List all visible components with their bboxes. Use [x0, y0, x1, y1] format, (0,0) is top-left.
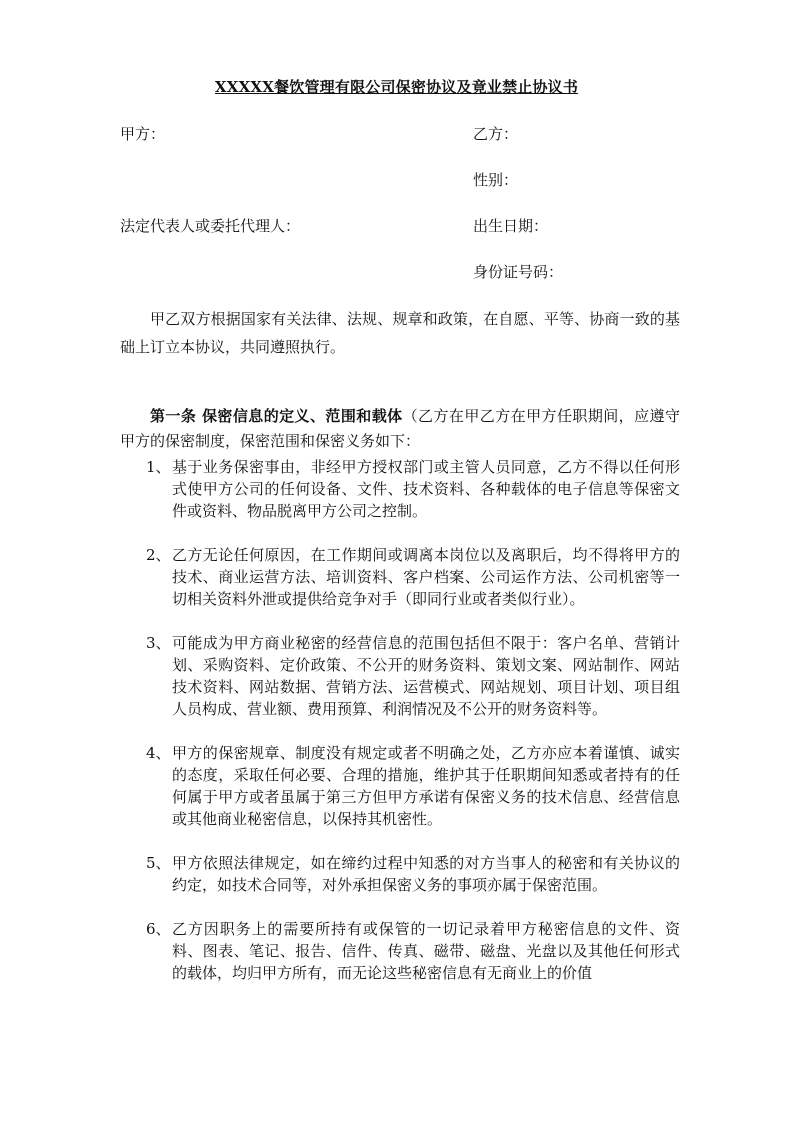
item-number: 4、	[146, 744, 171, 762]
list-item	[146, 632, 680, 720]
party-a-label: 甲方：	[120, 125, 166, 143]
article-1-heading	[120, 404, 680, 454]
intro-paragraph: 甲乙双方根据国家有关法律、法规、规章和政策，在自愿、平等、协商一致的基础上订立本协议，共同遵照执行。	[120, 310, 680, 356]
item-text: 甲方依照法律规定，如在缔约过程中知悉的对方当事人的秘密和有关协议的约定，如技术合同等，对外承担保密义务的事项亦属于保密范围。	[172, 854, 680, 894]
id-number-label: 身份证号码：	[473, 263, 564, 281]
party-b-label: 乙方：	[473, 125, 519, 143]
list-item	[146, 852, 680, 896]
gender-label: 性别：	[473, 171, 519, 189]
legal-representative-label: 法定代表人或委托代理人：	[120, 217, 301, 235]
article-1-title: 第一条 保密信息的定义、范围和载体	[150, 407, 403, 425]
article-1-note: （乙方在甲乙方在甲方任职期间，应遵守甲方的保密制度，保密范围和保密义务如下：	[120, 407, 680, 450]
list-item	[146, 742, 680, 830]
item-text: 乙方因职务上的需要所持有或保管的一切记录着甲方秘密信息的文件、资料、图表、笔记、报告、信件、传真、磁带、磁盘、光盘以及其他任何形式的载体，均归甲方所有，而无论这些秘密信息有无商业上的价值	[172, 920, 680, 982]
list-item	[146, 456, 680, 522]
item-text: 甲方的保密规章、制度没有规定或者不明确之处，乙方亦应本着谨慎、诚实的态度，采取任何必要、合理的措施，维护其于任职期间知悉或者持有的任何属于甲方或者虽属于第三方但甲方承诺有保密义务的技术信息、经营信息或其他商业秘密信息，以保持其机密性。	[172, 744, 680, 828]
item-number: 3、	[146, 634, 171, 652]
article-1-items	[146, 456, 680, 1006]
list-item	[146, 544, 680, 610]
item-text: 可能成为甲方商业秘密的经营信息的范围包括但不限于：客户名单、营销计划、采购资料、定价政策、不公开的财务资料、策划文案、网站制作、网站技术资料、网站数据、营销方法、运营模式、网站规划、项目计划、项目组人员构成、营业额、费用预算、利润情况及不公开的财务资料等。	[172, 634, 680, 718]
item-number: 2、	[146, 546, 171, 564]
item-text: 乙方无论任何原因，在工作期间或调离本岗位以及离职后，均不得将甲方的技术、商业运营方法、培训资料、客户档案、公司运作方法、公司机密等一切相关资料外泄或提供给竞争对手（即同行业或者类似行业）。	[172, 546, 680, 608]
birth-date-label: 出生日期：	[473, 217, 549, 235]
item-number: 6、	[146, 920, 171, 938]
document-title: XXXXX餐饮管理有限公司保密协议及竟业禁止协议书	[214, 78, 579, 96]
item-number: 1、	[146, 458, 171, 476]
item-text: 基于业务保密事由，非经甲方授权部门或主管人员同意，乙方不得以任何形式使甲方公司的任何设备、文件、技术资料、各种载体的电子信息等保密文件或资料、物品脱离甲方公司之控制。	[172, 458, 680, 520]
list-item	[146, 918, 680, 984]
item-number: 5、	[146, 854, 171, 872]
